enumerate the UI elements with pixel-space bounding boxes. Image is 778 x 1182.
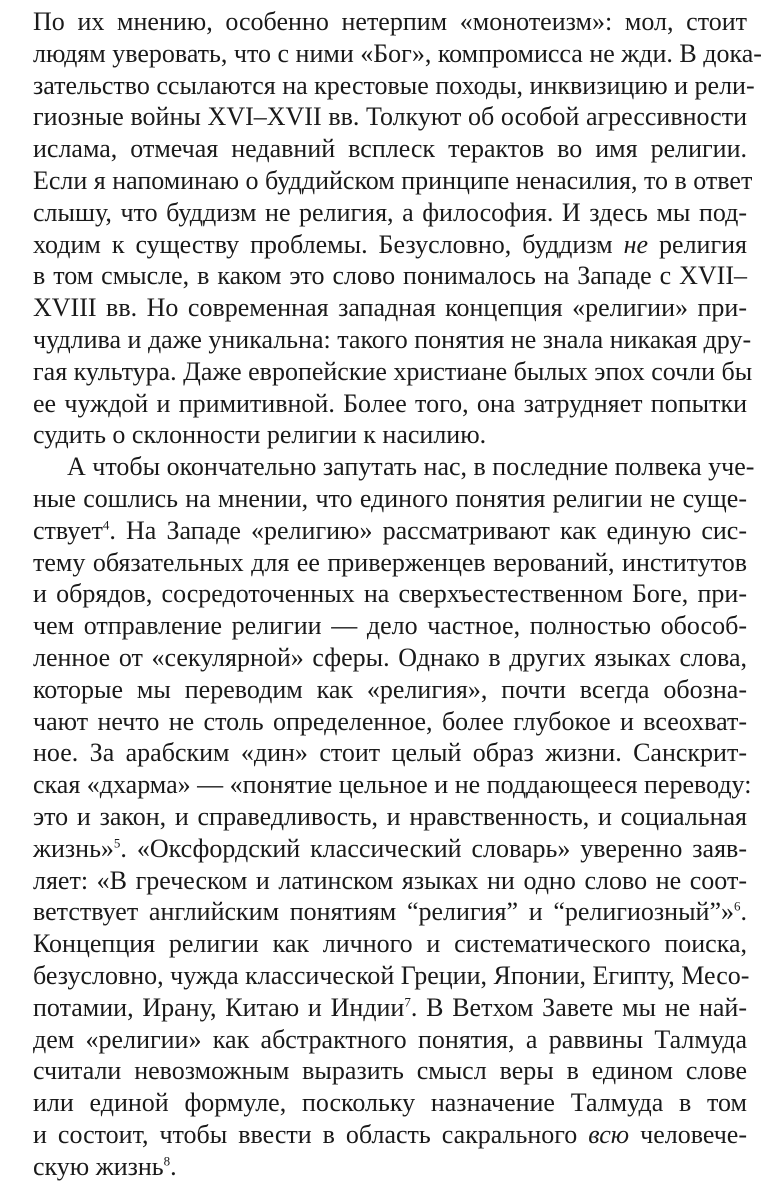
text-segment: ская «дхарма» — «понятие цельное и не поддающееся переводу: xyxy=(33,770,752,800)
text-line xyxy=(33,260,747,292)
text-segment: А чтобы окончательно запутать нас, в последние полвека уче- xyxy=(67,452,755,482)
text-segment: гая культура. Даже европейские христиане былых эпох сочли бы xyxy=(33,356,753,386)
text-segment: XVIII вв. Но современная западная концепция «религии» при- xyxy=(33,293,747,323)
footnote-marker: 7 xyxy=(404,994,411,1010)
italic-emphasis: не xyxy=(623,229,649,259)
text-line xyxy=(33,133,747,165)
text-segment: ходим к существу проблемы. Безусловно, буддизм xyxy=(33,229,624,259)
text-segment: ее чуждой и примитивной. Более того, она затрудняет попытки xyxy=(33,388,747,418)
text-segment: которые мы переводим как «религия», почти всегда обозна- xyxy=(33,674,747,704)
text-segment: людям уверовать, что с ними «Бог», компромисса не жди. В дока- xyxy=(33,38,762,68)
text-segment: тему обязательных для ее приверженцев верований, институтов xyxy=(33,547,747,577)
text-segment: зательство ссылаются на крестовые походы, инквизицию и рели- xyxy=(33,70,755,100)
text-segment: ислама, отмечая недавний всплеск терактов во имя религии. xyxy=(33,134,747,164)
text-line xyxy=(33,610,747,642)
text-line xyxy=(33,1087,747,1119)
text-line xyxy=(33,38,762,70)
text-line xyxy=(33,197,747,229)
text-segment: По их мнению, особенно нетерпим «монотеизм»: мол, стоит xyxy=(33,7,747,36)
text-line xyxy=(33,292,747,324)
text-line xyxy=(33,865,747,897)
text-segment: судить о склонности религии к насилию. xyxy=(33,420,487,450)
text-segment: слышу, что буддизм не религия, а философия. И здесь мы под- xyxy=(33,197,747,227)
text-segment: жизнь» xyxy=(33,833,114,863)
text-segment: . xyxy=(170,1151,177,1181)
text-line xyxy=(33,896,747,928)
text-segment: религия xyxy=(648,229,747,259)
text-line xyxy=(33,515,747,547)
text-segment: Концепция религии как личного и систематического поиска, xyxy=(33,929,747,959)
text-segment: . xyxy=(740,897,747,927)
italic-emphasis: всю xyxy=(588,1119,630,1149)
text-line xyxy=(33,70,755,102)
text-line xyxy=(33,165,753,197)
text-line xyxy=(33,737,747,769)
text-line xyxy=(33,324,752,356)
paragraph xyxy=(33,451,755,1182)
text-segment: или единой формуле, поскольку назначение Талмуда в том xyxy=(33,1088,747,1118)
text-segment: гиозные войны XVI–XVII вв. Толкуют об особой агрессивности xyxy=(33,102,747,132)
text-segment: и состоит, чтобы ввести в область сакрального xyxy=(33,1119,589,1149)
text-line xyxy=(33,419,747,451)
text-segment: считали невозможным выразить смысл веры в едином слове xyxy=(33,1056,747,1086)
text-segment: . «Оксфордский классический словарь» уверенно заяв- xyxy=(120,833,747,863)
text-segment: Если я напоминаю о буддийском принципе ненасилия, то в ответ xyxy=(33,165,753,195)
text-line xyxy=(33,1119,747,1151)
text-segment: . В Ветхом Завете мы не най- xyxy=(410,992,748,1022)
text-line xyxy=(33,356,753,388)
text-line xyxy=(33,483,747,515)
text-segment: человече- xyxy=(629,1119,747,1149)
text-line xyxy=(33,451,755,483)
paragraph xyxy=(33,6,762,451)
footnote-marker: 8 xyxy=(163,1153,171,1169)
text-line xyxy=(33,960,750,992)
text-segment: и обрядов, сосредоточенных на сверхъестественном Боге, при- xyxy=(33,579,747,609)
text-line xyxy=(33,928,747,960)
text-line xyxy=(33,642,747,674)
text-line xyxy=(33,706,747,738)
text-line xyxy=(33,101,747,133)
text-segment: в том смысле, в каком это слово понималось на Западе с XVII– xyxy=(33,261,747,291)
text-line xyxy=(33,6,747,38)
footnote-marker: 5 xyxy=(113,835,121,851)
body-text xyxy=(33,6,762,1182)
text-segment: ленное от «секулярной» сферы. Однако в других языках слова, xyxy=(33,642,747,672)
text-line xyxy=(33,547,747,579)
text-segment: ствует xyxy=(33,515,103,545)
text-line xyxy=(33,1024,747,1056)
text-line xyxy=(33,801,747,833)
text-segment: скую жизнь xyxy=(33,1151,164,1181)
text-segment: ные сошлись на мнении, что единого понятия религии не суще- xyxy=(33,483,747,513)
text-line xyxy=(33,1151,747,1182)
footnote-marker: 6 xyxy=(734,898,741,914)
text-line xyxy=(33,674,747,706)
text-segment: чудлива и даже уникальна: такого понятия не знала никакая дру- xyxy=(33,324,752,354)
text-segment: ляет: «В греческом и латинском языках ни одно слово не соот- xyxy=(33,865,747,895)
text-segment: дем «религии» как абстрактного понятия, а раввины Талмуда xyxy=(33,1024,747,1054)
text-line xyxy=(33,578,747,610)
text-segment: . На Западе «религию» рассматривают как единую сис- xyxy=(109,515,747,545)
text-segment: безусловно, чужда классической Греции, Японии, Египту, Месо- xyxy=(33,960,750,990)
text-segment: ветствует английским понятиям “религия” и “религиозный”» xyxy=(33,897,734,927)
text-line xyxy=(33,229,747,261)
text-segment: потамии, Ирану, Китаю и Индии xyxy=(33,992,405,1022)
text-line xyxy=(33,769,752,801)
text-line xyxy=(33,388,747,420)
text-line xyxy=(33,1055,747,1087)
footnote-marker: 4 xyxy=(102,517,110,533)
text-segment: это и закон, и справедливость, и нравственность, и социальная xyxy=(33,801,747,831)
text-line xyxy=(33,992,747,1024)
text-line xyxy=(33,833,747,865)
text-segment: ное. За арабским «дин» стоит целый образ жизни. Санскрит- xyxy=(33,738,747,768)
text-segment: чем отправление религии — дело частное, полностью обособ- xyxy=(33,611,747,641)
text-segment: чают нечто не столь определенное, более глубокое и всеохват- xyxy=(33,706,747,736)
